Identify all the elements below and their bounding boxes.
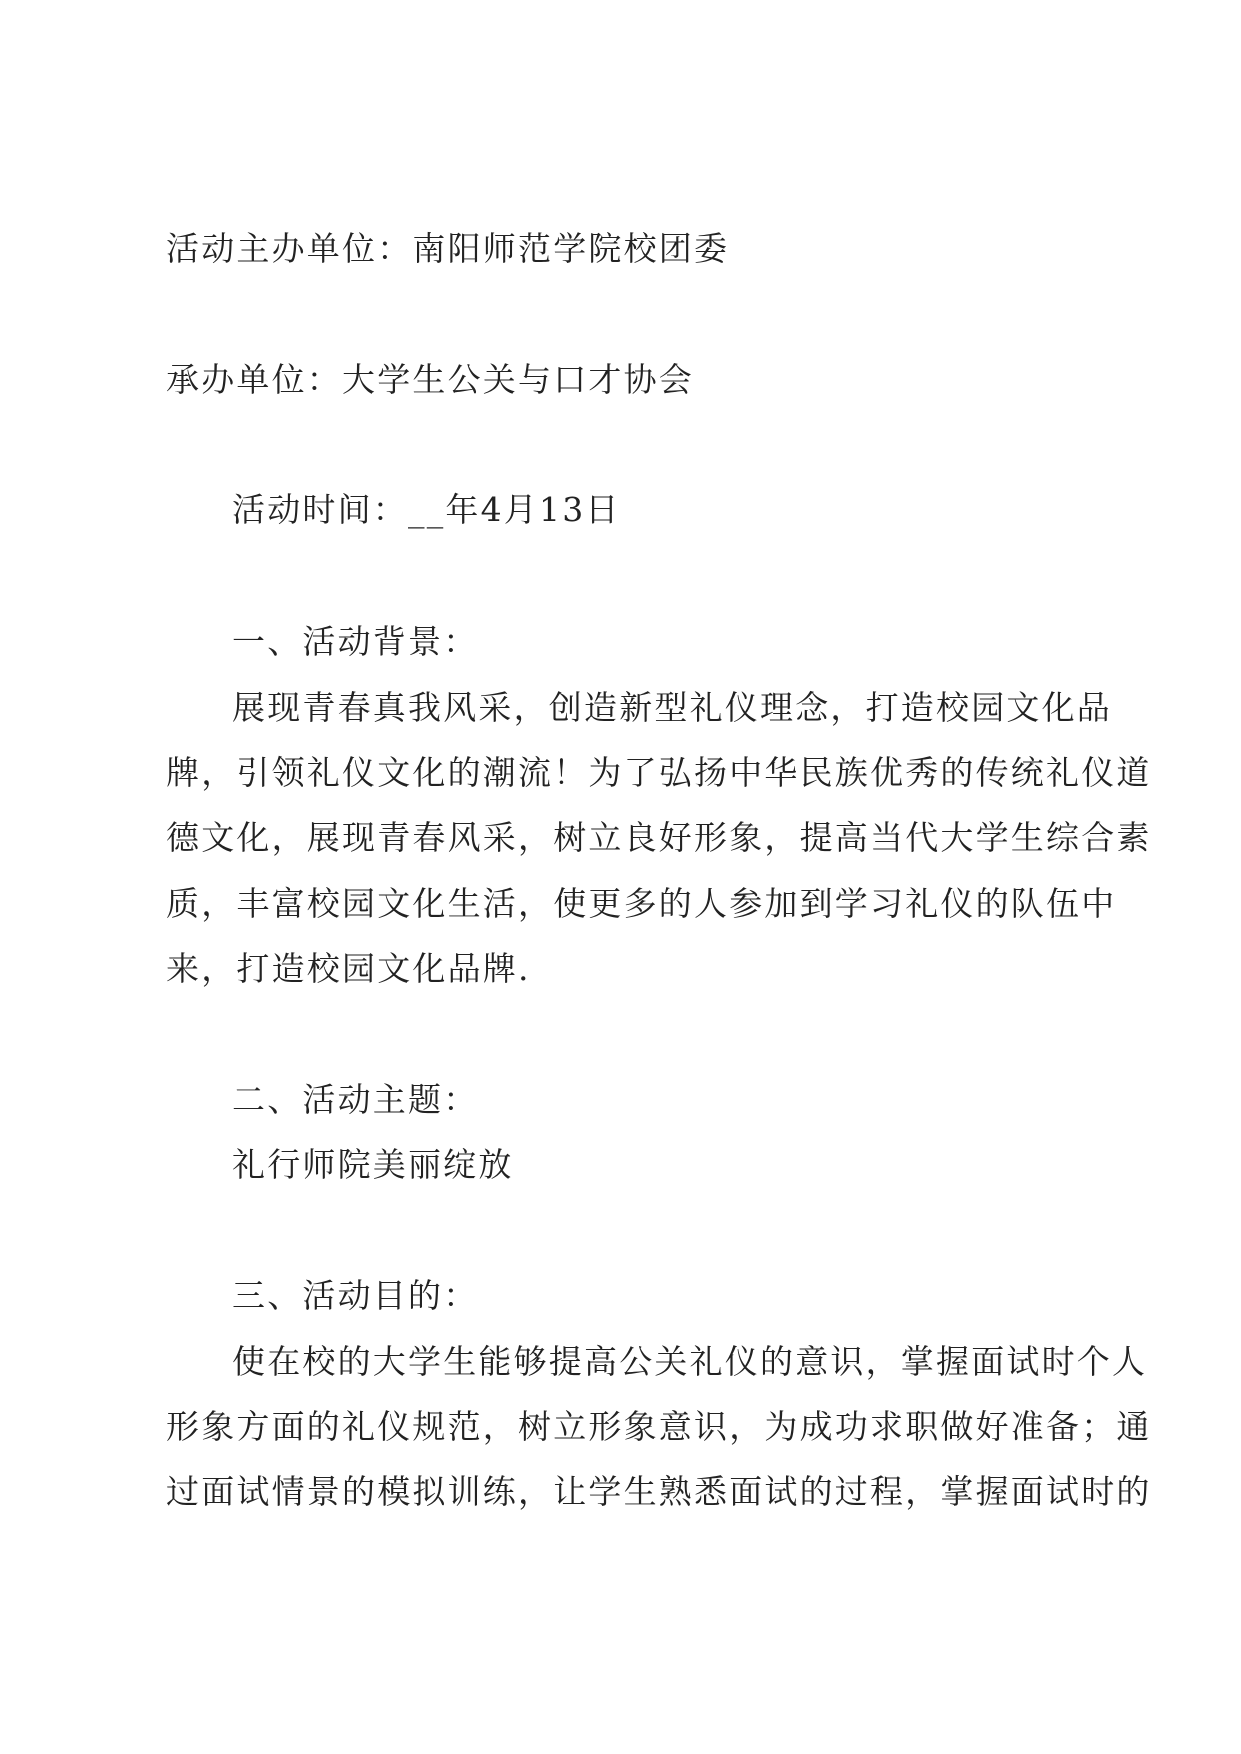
organizer-line: 活动主办单位：南阳师范学院校团委 xyxy=(166,229,730,268)
section-heading-background: 一、活动背景： xyxy=(232,622,479,661)
purpose-paragraph-line: 使在校的大学生能够提高公关礼仪的意识，掌握面试时个人 xyxy=(232,1342,1148,1381)
section-heading-theme: 二、活动主题： xyxy=(232,1080,479,1119)
purpose-paragraph-line: 形象方面的礼仪规范，树立形象意识，为成功求职做好准备；通 xyxy=(166,1407,1152,1446)
section-heading-purpose: 三、活动目的： xyxy=(232,1276,479,1315)
purpose-paragraph-line: 过面试情景的模拟训练，让学生熟悉面试的过程，掌握面试时的 xyxy=(166,1472,1152,1511)
background-paragraph-line: 德文化，展现青春风采，树立良好形象，提高当代大学生综合素 xyxy=(166,818,1152,857)
background-paragraph-line: 牌，引领礼仪文化的潮流！为了弘扬中华民族优秀的传统礼仪道 xyxy=(166,753,1152,792)
background-paragraph-line: 质，丰富校园文化生活，使更多的人参加到学习礼仪的队伍中 xyxy=(166,884,1117,923)
background-paragraph-line: 展现青春真我风采，创造新型礼仪理念，打造校园文化品 xyxy=(232,688,1112,727)
background-paragraph-line: 来，打造校园文化品牌. xyxy=(166,949,531,988)
theme-line: 礼行师院美丽绽放 xyxy=(232,1145,514,1184)
activity-time-line: 活动时间：__年4月13日 xyxy=(232,490,621,529)
co-organizer-line: 承办单位：大学生公关与口才协会 xyxy=(166,360,694,399)
